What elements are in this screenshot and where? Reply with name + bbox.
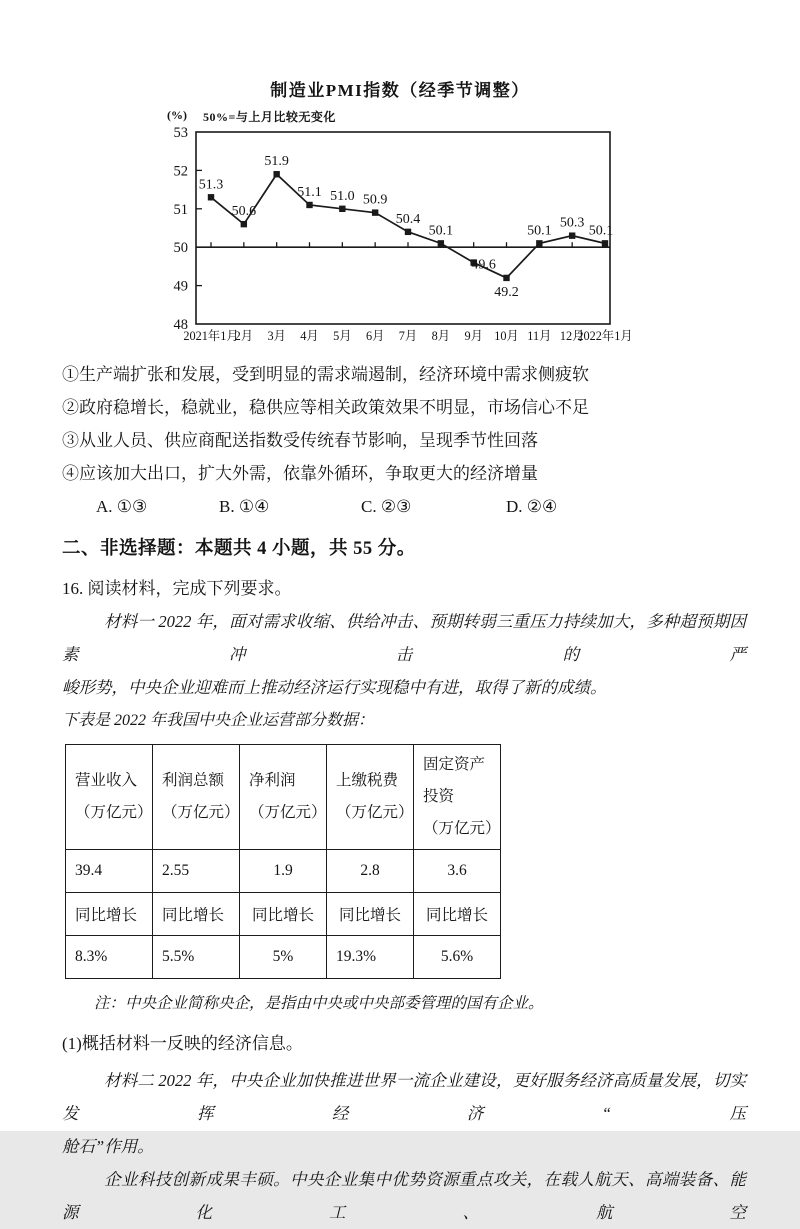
cell-taxes-value: 2.8 [327,850,414,893]
data-point-marker [372,209,378,215]
cell-yoy-label: 同比增长 [66,893,153,936]
cell-yoy-label: 同比增长 [414,893,501,936]
header-revenue: 营业收入 （万亿元） [66,745,153,850]
x-axis-label: 7月 [398,329,418,343]
chart-title: 制造业PMI指数（经季节调整） [270,81,530,100]
answer-options-row [96,490,800,523]
sub-question-1: (1)概括材料一反映的经济信息。 [62,1034,303,1053]
point-value-label: 49.2 [494,284,519,300]
section-2-header: 二、非选择题：本题共 4 小题，共 55 分。 [62,539,416,559]
x-axis-label: 12月 [559,329,585,343]
data-point-marker [339,206,345,212]
cell-yoy-revenue: 8.3% [66,936,153,979]
cell-investment-value: 3.6 [414,850,501,893]
table-row [66,893,501,936]
cell-total-profit-value: 2.55 [153,850,240,893]
question-16-intro: 16. 阅读材料，完成下列要求。 [62,579,292,598]
cell-yoy-total-profit: 5.5% [153,936,240,979]
svg-text:51: 51 [173,201,188,218]
material-2-line-2: 舱石”作用。 [62,1137,154,1156]
x-axis-label: 2月 [234,329,254,343]
cell-yoy-label: 同比增长 [153,893,240,936]
material-1-line-2: 峻形势，中央企业迎难而上推动经济运行实现稳中有进，取得了新的成绩。 [62,678,607,697]
data-point-marker [405,229,411,235]
data-point-marker [536,240,542,246]
point-value-label: 51.3 [198,177,224,193]
cell-yoy-investment: 5.6% [414,936,501,979]
point-value-label: 50.3 [559,215,585,231]
pmi-line-chart [158,126,658,346]
point-value-label: 50.9 [362,192,388,208]
option-b: B. ①④ [219,497,270,516]
data-point-marker [241,221,247,227]
svg-text:53: 53 [173,125,188,141]
header-fixed-investment: 固定资产投资 （万亿元） [414,745,501,850]
data-point-marker [503,275,509,281]
x-axis-label: 4月 [300,329,319,343]
table-header-row [66,745,501,850]
x-axis-label: 6月 [365,329,385,343]
data-point-marker [306,202,312,208]
cell-yoy-label: 同比增长 [327,893,414,936]
chart-y-unit-label: (%) [167,108,187,122]
material-2-paragraph [62,1064,746,1163]
cell-yoy-label: 同比增长 [240,893,327,936]
point-value-label: 49.6 [471,257,496,273]
point-value-label: 51.0 [330,188,355,204]
cell-yoy-net-profit: 5% [240,936,327,979]
point-value-label: 50.1 [588,223,614,239]
statement-3: ③从业人员、供应商配送指数受传统春节影响，呈现季节性回落 [62,431,538,450]
x-axis-label: 3月 [267,329,286,343]
soe-data-table [65,744,501,979]
point-value-label: 51.1 [297,184,322,200]
table-caption: 下表是 2022 年我国中央企业运营部分数据： [62,712,375,729]
material-1-line-1: 材料一 2022 年，面对需求收缩、供给冲击、预期转弱三重压力持续加大，多种超预期因素冲击的严 [62,612,746,664]
header-taxes-paid: 上缴税费 （万亿元） [327,745,414,850]
point-value-label: 50.1 [428,223,454,239]
cell-revenue-value: 39.4 [66,850,153,893]
x-axis-label: 2021年1月 [183,329,239,343]
x-axis-label: 5月 [333,329,352,343]
point-value-label: 50.6 [231,204,257,220]
svg-text:49: 49 [173,278,188,295]
table-note: 注：中央企业简称央企，是指由中央或中央部委管理的国有企业。 [94,995,544,1012]
header-total-profit: 利润总额 （万亿元） [153,745,240,850]
cell-net-profit-value: 1.9 [240,850,327,893]
svg-text:52: 52 [173,163,188,180]
pmi-chart-section [0,0,800,346]
point-value-label: 50.1 [527,223,552,239]
data-point-marker [208,194,214,200]
x-axis-label: 9月 [464,329,483,343]
chart-meta-row [0,106,800,126]
x-axis-label: 2022年1月 [577,329,633,343]
data-point-marker [569,232,575,238]
option-a: A. ①③ [96,497,148,516]
statement-4: ④应该加大出口，扩大外需，依靠外循环，争取更大的经济增量 [62,464,538,483]
x-axis-label: 10月 [494,329,519,343]
data-point-marker [438,240,444,246]
data-point-marker [602,240,608,246]
statement-2: ②政府稳增长，稳就业，稳供应等相关政策效果不明显，市场信心不足 [62,398,589,417]
point-value-label: 51.9 [264,154,289,170]
x-axis-label: 11月 [527,329,552,343]
x-axis-label: 8月 [431,329,451,343]
data-point-marker [273,171,279,177]
material-2-para-2: 企业科技创新成果丰硕。中央企业集中优势资源重点攻关，在载人航天、高端装备、能源化工、航空 [62,1170,746,1222]
table-row [66,936,501,979]
table-row [66,850,501,893]
svg-text:48: 48 [173,317,188,333]
svg-text:50: 50 [173,240,188,257]
option-c: C. ②③ [361,497,412,516]
statement-list [0,358,800,490]
material-2-line-1: 材料二 2022 年，中央企业加快推进世界一流企业建设，更好服务经济高质量发展，切实发挥经济“压 [62,1071,746,1123]
statement-1: ①生产端扩张和发展，受到明显的需求端遏制，经济环境中需求侧疲软 [62,365,589,384]
point-value-label: 50.4 [395,211,421,227]
cell-yoy-taxes: 19.3% [327,936,414,979]
option-d: D. ②④ [506,497,558,516]
chart-reference-note: 50%=与上月比较无变化 [203,110,336,124]
material-1-paragraph [62,605,746,704]
header-net-profit: 净利润 （万亿元） [240,745,327,850]
